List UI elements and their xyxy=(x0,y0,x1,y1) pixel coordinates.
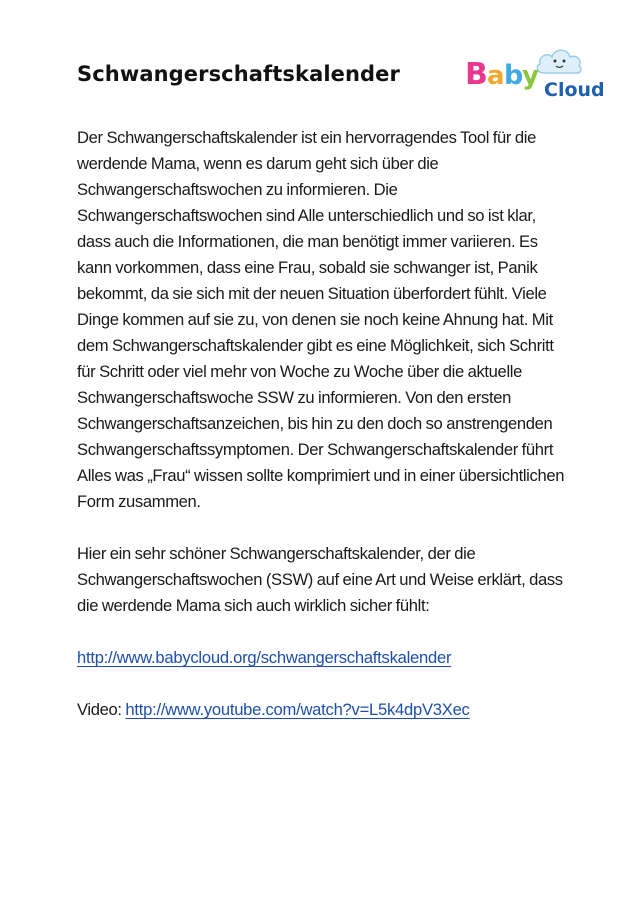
svg-text:Cloud: Cloud xyxy=(544,79,605,101)
video-line xyxy=(77,697,569,723)
video-label: Video: xyxy=(77,700,126,719)
babycloud-link[interactable]: http://www.babycloud.org/schwangerschaftskalender xyxy=(77,648,452,667)
svg-text:b: b xyxy=(504,60,524,91)
cloud-icon xyxy=(537,50,581,73)
intro-paragraph: Der Schwangerschaftskalender ist ein hervorragendes Tool für die werdende Mama, wenn es darum geht sich über die Schwangerschaftswochen zu informieren. Die Schwangerschaftswochen sind Alle unterschiedlich und so ist klar, dass auch die Informationen, die man benötigt immer variieren. Es kann vorkommen, dass eine Frau, sobald sie schwanger ist, Panik bekommt, da sie sich mit der neuen Situation überfordert fühlt. Viele Dinge kommen auf sie zu, von denen sie noch keine Ahnung hat. Mit dem Schwangerschaftskalender gibt es eine Möglichkeit, sich Schritt für Schritt oder viel mehr von Woche zu Woche über die aktuelle Schwangerschaftswoche SSW zu informieren. Von den ersten Schwangerschaftsanzeichen, bis hin zu den doch so anstrengenden Schwangerschaftssymptomen. Der Schwangerschaftskalender führt Alles was „Frau“ wissen sollte komprimiert und in einer übersichtlichen Form zusammen. xyxy=(77,128,565,511)
link-line-babycloud xyxy=(77,645,569,671)
babycloud-logo xyxy=(462,40,612,104)
document-body xyxy=(77,125,569,723)
svg-text:y: y xyxy=(522,61,539,91)
youtube-video-link[interactable]: http://www.youtube.com/watch?v=L5k4dpV3Xec xyxy=(125,700,470,719)
svg-text:B: B xyxy=(465,57,488,92)
recommendation-paragraph: Hier ein sehr schöner Schwangerschaftskalender, der die Schwangerschaftswochen (SSW) auf eine Art und Weise erklärt, dass die werdende Mama sich auch wirklich sicher fühlt: xyxy=(77,544,563,615)
babycloud-logo-graphic xyxy=(462,40,612,104)
page-title: Schwangerschaftskalender xyxy=(77,62,400,86)
svg-text:a: a xyxy=(487,61,505,91)
